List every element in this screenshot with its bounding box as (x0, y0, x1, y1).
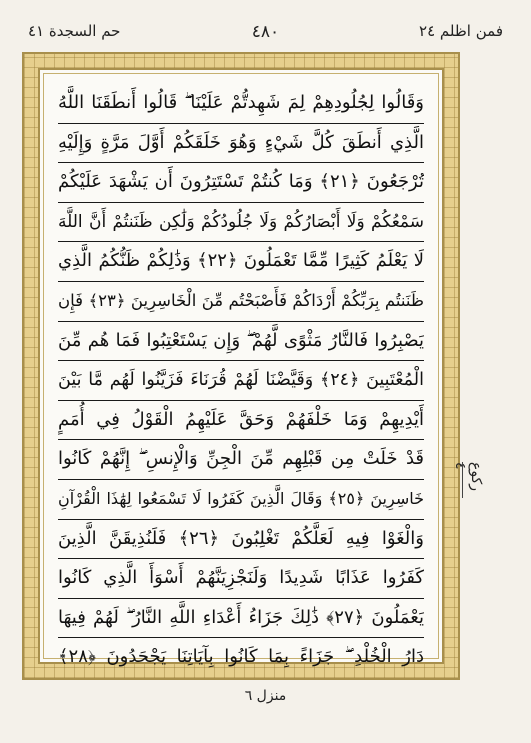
verse-line: سَمْعُكُمْ وَلَا أَبْصَارُكُمْ وَلَا جُلُودُكُمْ وَلَٰكِن ظَنَنتُمْ أَنَّ اللَّهَ (58, 203, 424, 243)
ruku-marker: رکوع ٤ (466, 462, 484, 498)
surah-label: حم السجدة ٤١ (28, 22, 121, 40)
verse-line: دَارُ الْخُلْدِ ۖ جَزَاءً بِمَا كَانُوا بِآيَاتِنَا يَجْحَدُونَ ﴿٢٨﴾ (58, 646, 424, 668)
page-number: ٤٨٠ (251, 22, 280, 42)
faint-margin-note (498, 520, 512, 580)
verse-line: كَفَرُوا عَذَابًا شَدِيدًا وَلَنَجْزِيَنَّهُمْ أَسْوَأَ الَّذِي كَانُوا (58, 559, 424, 599)
verse-line: وَالْغَوْا فِيهِ لَعَلَّكُمْ تَغْلِبُونَ ﴿٢٦﴾ فَلَنُذِيقَنَّ الَّذِينَ (58, 520, 424, 560)
verse-line: الْمُعْتَبِينَ ﴿٢٤﴾ وَقَيَّضْنَا لَهُمْ قُرَنَاءَ فَزَيَّنُوا لَهُم مَّا بَيْنَ (58, 361, 424, 401)
text-panel (38, 68, 444, 668)
ornamental-border (22, 52, 460, 680)
verse-lines (58, 84, 424, 678)
verse-line: وَقَالُوا لِجُلُودِهِمْ لِمَ شَهِدتُّمْ عَلَيْنَا ۖ قَالُوا أَنطَقَنَا اللَّهُ (58, 84, 424, 124)
verse-line: تُرْجَعُونَ ﴿٢١﴾ وَمَا كُنتُمْ تَسْتَتِرُونَ أَن يَشْهَدَ عَلَيْكُمْ (58, 163, 424, 203)
verse-line: يَعْمَلُونَ ﴿٢٧﴾ ذَٰلِكَ جَزَاءُ أَعْدَاءِ اللَّهِ النَّارُ ۖ لَهُمْ فِيهَا (58, 599, 424, 639)
verse-line: لَا يَعْلَمُ كَثِيرًا مِّمَّا تَعْمَلُونَ ﴿٢٢﴾ وَذَٰلِكُمْ ظَنُّكُمُ الَّذِي (58, 242, 424, 282)
verse-line: أَيْدِيهِمْ وَمَا خَلْفَهُمْ وَحَقَّ عَلَيْهِمُ الْقَوْلُ فِي أُمَمٍ (58, 401, 424, 441)
verse-line: يَصْبِرُوا فَالنَّارُ مَثْوًى لَّهُمْ ۖ وَإِن يَسْتَعْتِبُوا فَمَا هُم مِّنَ (58, 322, 424, 362)
verse-line: ظَنَنتُم بِرَبِّكُمْ أَرْدَاكُمْ فَأَصْبَحْتُم مِّنَ الْخَاسِرِينَ ﴿٢٣﴾ فَإِن (58, 282, 424, 322)
manzil-footer: منزل ٦ (244, 688, 287, 704)
page-header (28, 22, 503, 44)
verse-line: الَّذِي أَنطَقَ كُلَّ شَيْءٍ وَهُوَ خَلَقَكُمْ أَوَّلَ مَرَّةٍ وَإِلَيْهِ (58, 124, 424, 164)
verse-line: قَدْ خَلَتْ مِن قَبْلِهِم مِّنَ الْجِنِّ وَالْإِنسِ ۖ إِنَّهُمْ كَانُوا (58, 440, 424, 480)
verse-line: خَاسِرِينَ ﴿٢٥﴾ وَقَالَ الَّذِينَ كَفَرُوا لَا تَسْمَعُوا لِهَٰذَا الْقُرْآنِ (58, 480, 424, 520)
juz-label: فمن اظلم ٢٤ (419, 22, 503, 40)
